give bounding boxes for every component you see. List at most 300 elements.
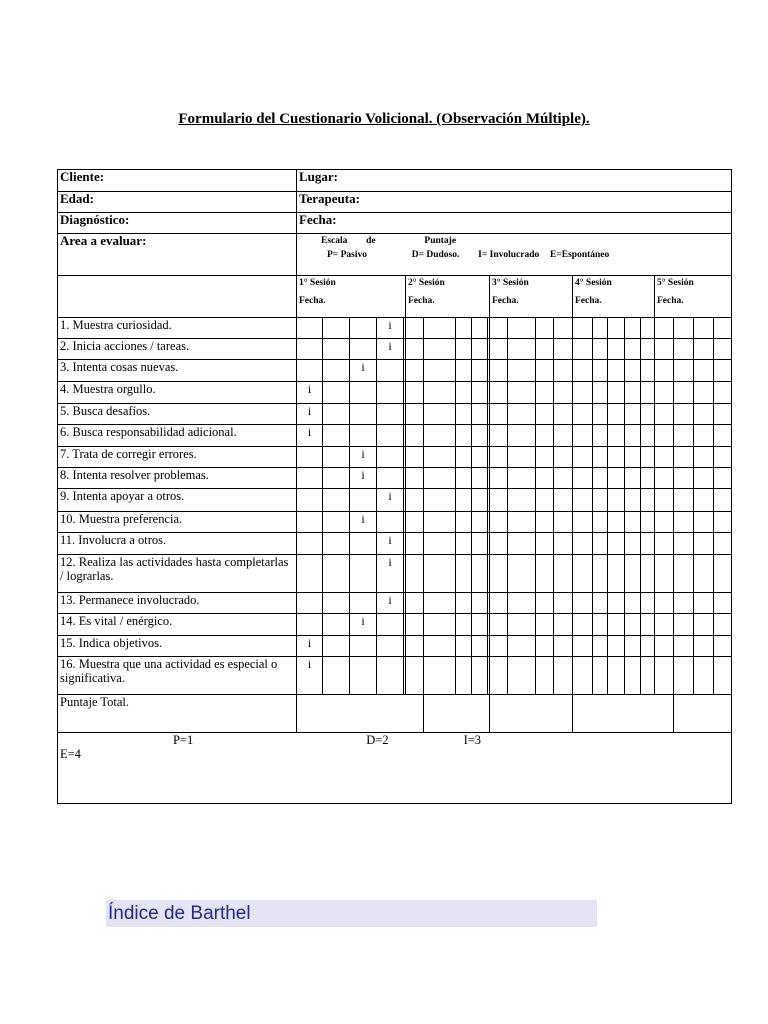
score-cell [641, 489, 655, 511]
score-cell [655, 381, 674, 403]
score-cell [350, 635, 377, 656]
score-cell [508, 656, 536, 694]
score-cell [297, 360, 323, 381]
score-cell [694, 381, 714, 403]
score-cell [323, 339, 350, 360]
score-cell [694, 424, 714, 446]
score-cell [406, 447, 424, 468]
score-cell [593, 447, 608, 468]
score-cell [456, 614, 472, 635]
legend-p: P=1 [173, 733, 194, 748]
score-cell [377, 635, 404, 656]
score-cell [472, 635, 488, 656]
score-cell [508, 424, 536, 446]
session-date-label: Fecha. [299, 295, 326, 306]
score-cell [350, 532, 377, 554]
session-date-label: Fecha. [492, 295, 519, 306]
score-cell [297, 554, 323, 592]
score-cell [424, 468, 456, 489]
score-cell [297, 489, 323, 511]
score-cell [297, 468, 323, 489]
scale-text: Puntaje [424, 236, 457, 247]
item-label: 9. Intenta apoyar a otros. [58, 489, 297, 511]
score-cell [350, 424, 377, 446]
score-cell [472, 318, 488, 339]
score-cell [655, 360, 674, 381]
item-row [58, 656, 732, 694]
score-cell [406, 593, 424, 614]
score-cell [536, 635, 554, 656]
item-label: 8. Intenta resolver problemas. [58, 468, 297, 489]
score-cell [641, 381, 655, 403]
scale-text: de [366, 236, 376, 247]
item-label: 5. Busca desafíos. [58, 403, 297, 424]
score-cell [625, 403, 641, 424]
score-cell [472, 403, 488, 424]
score-cell [714, 614, 732, 635]
score-cell [674, 468, 694, 489]
score-cell [536, 532, 554, 554]
score-cell [608, 656, 625, 694]
session-header-empty [58, 275, 297, 317]
item-row [58, 318, 732, 339]
score-cell [674, 381, 694, 403]
item-row [58, 614, 732, 635]
score-cell [472, 614, 488, 635]
session-header-5 [655, 275, 732, 317]
score-cell [714, 511, 732, 532]
score-cell [323, 489, 350, 511]
score-cell [508, 447, 536, 468]
score-cell [625, 447, 641, 468]
score-cell [641, 593, 655, 614]
score-cell [608, 635, 625, 656]
score-cell [456, 360, 472, 381]
score-cell [424, 318, 456, 339]
session-label: 5° Sesión [657, 277, 694, 288]
score-mark: i [377, 489, 404, 511]
score-cell [655, 489, 674, 511]
score-cell [554, 614, 573, 635]
score-cell [456, 511, 472, 532]
item-label: 4. Muestra orgullo. [58, 381, 297, 403]
score-scale [297, 234, 732, 275]
score-cell [625, 339, 641, 360]
score-cell [608, 489, 625, 511]
score-cell [323, 532, 350, 554]
score-cell [536, 614, 554, 635]
score-cell [714, 447, 732, 468]
item-row [58, 532, 732, 554]
score-cell [554, 318, 573, 339]
total-label: Puntaje Total. [58, 694, 297, 732]
score-cell [573, 532, 593, 554]
score-cell [490, 532, 508, 554]
score-mark: i [350, 360, 377, 381]
item-label: 12. Realiza las actividades hasta completarlas / lograrlas. [58, 554, 297, 592]
total-row [58, 694, 732, 732]
score-cell [625, 424, 641, 446]
client-field-label: Cliente: [58, 170, 297, 192]
score-cell [508, 511, 536, 532]
score-mark: i [377, 339, 404, 360]
score-cell [424, 381, 456, 403]
score-cell [350, 593, 377, 614]
score-cell [472, 381, 488, 403]
item-label: 11. Involucra a otros. [58, 532, 297, 554]
score-cell [490, 403, 508, 424]
score-cell [490, 339, 508, 360]
legend-i: I=3 [463, 733, 482, 748]
score-cell [593, 614, 608, 635]
area-field-label: Area a evaluar: [58, 234, 297, 275]
score-cell [655, 339, 674, 360]
score-cell [714, 635, 732, 656]
score-cell [674, 511, 694, 532]
score-cell [608, 554, 625, 592]
item-row [58, 381, 732, 403]
score-cell [297, 614, 323, 635]
score-cell [472, 656, 488, 694]
score-cell [406, 468, 424, 489]
scale-text: Escala [321, 236, 348, 247]
item-label: 6. Busca responsabilidad adicional. [58, 424, 297, 446]
score-cell [608, 447, 625, 468]
score-mark: i [350, 511, 377, 532]
score-cell [536, 656, 554, 694]
score-cell [694, 554, 714, 592]
score-cell [406, 656, 424, 694]
score-cell [625, 360, 641, 381]
score-cell [641, 554, 655, 592]
score-cell [472, 468, 488, 489]
total-cell [490, 694, 573, 732]
item-label: 7. Trata de corregir errores. [58, 447, 297, 468]
score-cell [554, 447, 573, 468]
score-cell [608, 468, 625, 489]
score-cell [655, 318, 674, 339]
score-cell [350, 656, 377, 694]
score-cell [424, 339, 456, 360]
score-cell [573, 468, 593, 489]
score-cell [350, 339, 377, 360]
score-cell [714, 489, 732, 511]
score-cell [323, 511, 350, 532]
score-cell [406, 489, 424, 511]
volitional-questionnaire-table [57, 169, 732, 804]
score-cell [608, 339, 625, 360]
score-cell [554, 635, 573, 656]
score-cell [625, 381, 641, 403]
score-cell [554, 424, 573, 446]
score-cell [406, 339, 424, 360]
score-cell [593, 635, 608, 656]
score-cell [508, 554, 536, 592]
session-label: 3° Sesión [492, 277, 529, 288]
score-cell [714, 339, 732, 360]
score-cell [536, 511, 554, 532]
score-cell [323, 656, 350, 694]
score-cell [297, 447, 323, 468]
score-cell [714, 656, 732, 694]
age-field-label: Edad: [58, 192, 297, 213]
item-label: 1. Muestra curiosidad. [58, 318, 297, 339]
score-cell [694, 511, 714, 532]
score-cell [508, 381, 536, 403]
score-cell [406, 318, 424, 339]
score-cell [456, 403, 472, 424]
score-cell [456, 468, 472, 489]
score-cell [674, 614, 694, 635]
score-cell [593, 511, 608, 532]
scale-dudoso: D= Dudoso. [411, 250, 460, 261]
score-cell [536, 489, 554, 511]
score-cell [377, 614, 404, 635]
score-cell [674, 447, 694, 468]
score-cell [424, 403, 456, 424]
score-cell [472, 447, 488, 468]
score-cell [573, 318, 593, 339]
score-cell [350, 489, 377, 511]
score-cell [297, 318, 323, 339]
score-cell [456, 339, 472, 360]
score-cell [406, 532, 424, 554]
item-label: 16. Muestra que una actividad es especial o significativa. [58, 656, 297, 694]
score-cell [323, 318, 350, 339]
item-row [58, 593, 732, 614]
score-mark: i [297, 424, 323, 446]
score-cell [456, 318, 472, 339]
score-cell [297, 532, 323, 554]
score-mark: i [297, 635, 323, 656]
item-label: 14. Es vital / enérgico. [58, 614, 297, 635]
session-date-label: Fecha. [575, 295, 602, 306]
score-cell [472, 424, 488, 446]
score-cell [608, 532, 625, 554]
score-cell [297, 511, 323, 532]
score-cell [674, 656, 694, 694]
score-cell [406, 511, 424, 532]
score-cell [625, 532, 641, 554]
score-cell [655, 656, 674, 694]
score-cell [694, 468, 714, 489]
score-cell [424, 489, 456, 511]
score-cell [714, 318, 732, 339]
score-cell [625, 656, 641, 694]
place-field-label: Lugar: [297, 170, 732, 192]
score-cell [655, 635, 674, 656]
item-row [58, 403, 732, 424]
session-header-2 [406, 275, 490, 317]
score-cell [508, 403, 536, 424]
item-row [58, 635, 732, 656]
session-label: 1° Sesión [299, 277, 336, 288]
score-cell [536, 339, 554, 360]
score-cell [554, 554, 573, 592]
session-header-3 [490, 275, 573, 317]
date-field-label: Fecha: [297, 213, 732, 234]
score-cell [674, 318, 694, 339]
score-cell [625, 468, 641, 489]
form-title: Formulario del Cuestionario Volicional. (Observación Múltiple). [178, 111, 590, 127]
scale-espontaneo: E=Espontáneo [550, 250, 610, 261]
score-cell [573, 403, 593, 424]
item-row [58, 360, 732, 381]
score-cell [573, 635, 593, 656]
score-cell [608, 360, 625, 381]
score-cell [508, 360, 536, 381]
score-cell [593, 532, 608, 554]
score-cell [593, 424, 608, 446]
score-cell [508, 593, 536, 614]
item-row [58, 468, 732, 489]
score-cell [472, 489, 488, 511]
score-cell [424, 424, 456, 446]
score-cell [625, 511, 641, 532]
score-cell [456, 447, 472, 468]
score-cell [694, 635, 714, 656]
score-cell [536, 468, 554, 489]
score-legend [58, 733, 732, 804]
score-cell [714, 554, 732, 592]
score-cell [714, 593, 732, 614]
score-cell [424, 360, 456, 381]
score-cell [714, 360, 732, 381]
score-cell [508, 489, 536, 511]
score-cell [536, 447, 554, 468]
scale-involucrado: I= Involucrado [478, 250, 540, 261]
score-cell [674, 403, 694, 424]
score-cell [490, 381, 508, 403]
score-cell [490, 318, 508, 339]
score-cell [694, 360, 714, 381]
score-mark: i [297, 403, 323, 424]
score-cell [554, 339, 573, 360]
score-cell [674, 635, 694, 656]
total-cell [674, 694, 732, 732]
score-cell [508, 614, 536, 635]
item-row [58, 447, 732, 468]
score-cell [674, 489, 694, 511]
score-cell [323, 468, 350, 489]
score-cell [655, 532, 674, 554]
score-cell [323, 593, 350, 614]
score-cell [625, 614, 641, 635]
score-cell [490, 593, 508, 614]
score-cell [625, 593, 641, 614]
score-cell [608, 614, 625, 635]
score-cell [406, 381, 424, 403]
score-cell [377, 381, 404, 403]
score-cell [377, 468, 404, 489]
score-cell [625, 554, 641, 592]
score-mark: i [350, 614, 377, 635]
score-cell [323, 635, 350, 656]
score-cell [536, 554, 554, 592]
session-header-1 [297, 275, 406, 317]
score-cell [641, 318, 655, 339]
session-label: 4° Sesión [575, 277, 612, 288]
barthel-index-heading: Índice de Barthel [106, 900, 597, 927]
score-cell [655, 554, 674, 592]
score-cell [674, 554, 694, 592]
score-cell [593, 656, 608, 694]
score-cell [508, 532, 536, 554]
score-cell [297, 593, 323, 614]
item-row [58, 489, 732, 511]
score-cell [536, 593, 554, 614]
session-date-label: Fecha. [408, 295, 435, 306]
score-cell [323, 447, 350, 468]
score-cell [573, 614, 593, 635]
score-cell [536, 403, 554, 424]
score-cell [377, 511, 404, 532]
score-cell [625, 635, 641, 656]
score-mark: i [350, 468, 377, 489]
score-cell [323, 554, 350, 592]
score-cell [694, 593, 714, 614]
score-cell [641, 339, 655, 360]
session-label: 2° Sesión [408, 277, 445, 288]
score-cell [641, 360, 655, 381]
score-cell [554, 532, 573, 554]
score-cell [472, 593, 488, 614]
score-cell [714, 424, 732, 446]
score-cell [674, 532, 694, 554]
score-mark: i [377, 318, 404, 339]
score-cell [608, 403, 625, 424]
score-cell [490, 424, 508, 446]
score-cell [490, 360, 508, 381]
score-cell [456, 554, 472, 592]
score-cell [424, 614, 456, 635]
score-cell [406, 360, 424, 381]
score-cell [406, 403, 424, 424]
score-cell [641, 403, 655, 424]
score-cell [714, 468, 732, 489]
score-cell [456, 656, 472, 694]
score-cell [323, 360, 350, 381]
score-cell [593, 318, 608, 339]
score-cell [508, 468, 536, 489]
score-cell [490, 635, 508, 656]
score-mark: i [377, 554, 404, 592]
score-cell [350, 318, 377, 339]
score-cell [573, 360, 593, 381]
score-mark: i [377, 593, 404, 614]
score-cell [694, 532, 714, 554]
score-cell [554, 360, 573, 381]
score-cell [608, 318, 625, 339]
score-cell [424, 635, 456, 656]
total-cell [573, 694, 674, 732]
score-cell [573, 511, 593, 532]
score-cell [472, 532, 488, 554]
score-cell [694, 447, 714, 468]
score-cell [377, 360, 404, 381]
score-cell [456, 424, 472, 446]
score-cell [641, 468, 655, 489]
score-cell [573, 424, 593, 446]
score-cell [323, 403, 350, 424]
score-cell [490, 554, 508, 592]
score-cell [377, 424, 404, 446]
score-cell [456, 532, 472, 554]
score-cell [573, 593, 593, 614]
score-cell [641, 656, 655, 694]
score-cell [406, 635, 424, 656]
session-date-label: Fecha. [657, 295, 684, 306]
